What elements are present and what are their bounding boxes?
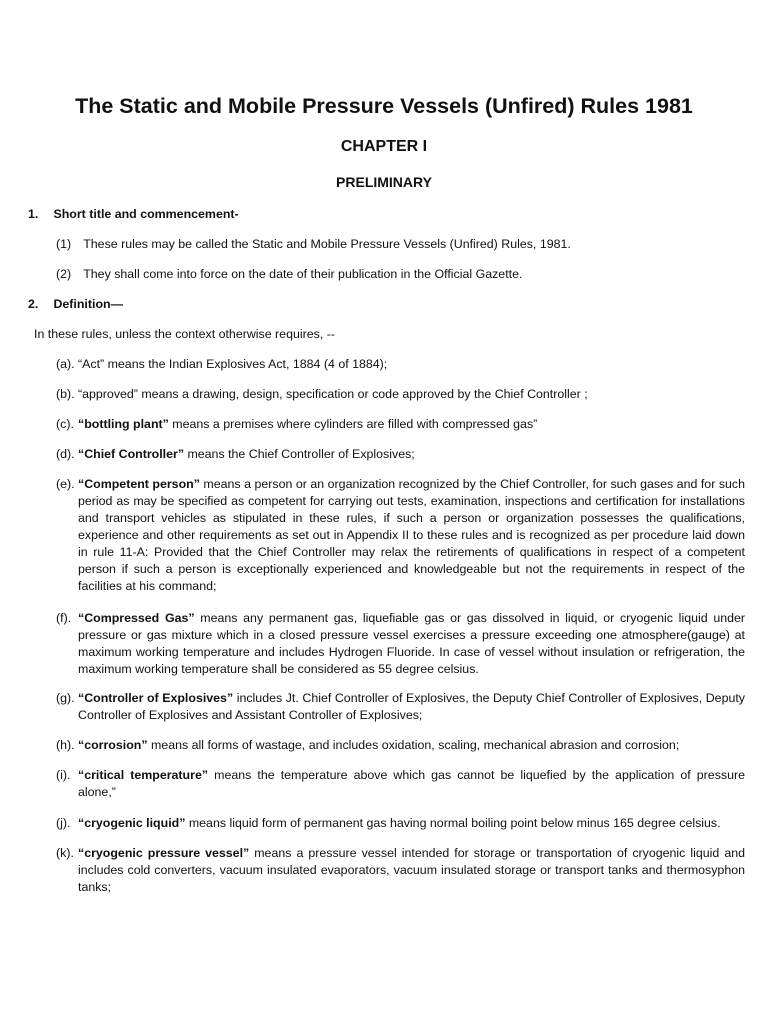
section-number: 2. — [28, 297, 39, 311]
definition-mark: (h). — [56, 738, 75, 752]
definition-text: means liquid form of permanent gas having normal boiling point below minus 165 degree celsius. — [185, 816, 721, 830]
definition-text: means a person or an organization recognized by the Chief Controller, for such gases and for such period as may be specified as competent for carrying out tests, examination, inspections and certification for installations and transport vehicles as stipulated in these rules, if such a person or organization possesses the qualifications, experience and other requirements as set out in Appendix II to these rules and is recognized as per procedure laid down in rule 11-A: Provided that the Chief Controller may relax the retirements of qualifications in respect of a competent person if such a person is exceptionally experienced and knowledgeable but not the requirements in respect of the facilities at his command; — [78, 477, 745, 593]
part-heading: PRELIMINARY — [336, 174, 432, 190]
definition-text: “Act” means the Indian Explosives Act, 1884 (4 of 1884); — [78, 357, 388, 371]
definition-mark: (i). — [56, 768, 71, 782]
definition-mark: (a). — [56, 357, 75, 371]
definition-text: means a premises where cylinders are filled with compressed gas” — [168, 417, 538, 431]
clause-2 — [56, 266, 746, 283]
definition-f — [56, 610, 745, 678]
definition-intro: In these rules, unless the context otherwise requires, -- — [34, 327, 335, 341]
definition-term: “Competent person” — [78, 477, 200, 491]
definition-k — [56, 845, 745, 896]
definition-mark: (f). — [56, 611, 72, 625]
definition-text: means a pressure vessel intended for storage or transportation of cryogenic liquid and includes cold converters, vacuum insulated evaporators, vacuum insulated storage or transport tanks and thermosyphon tanks; — [78, 846, 745, 894]
definition-mark: (g). — [56, 691, 75, 705]
definition-mark: (k). — [56, 846, 74, 860]
definition-e — [56, 476, 745, 595]
definition-text: includes Jt. Chief Controller of Explosives, the Deputy Chief Controller of Explosives, Deputy Controller of Explosives and Assistant Controller of Explosives; — [78, 691, 745, 722]
definition-mark: (e). — [56, 477, 75, 491]
definition-a — [56, 356, 745, 373]
clause-number: (2) — [56, 267, 72, 281]
section-2-heading — [28, 296, 123, 313]
definition-term: “Controller of Explosives” — [78, 691, 234, 705]
section-title: Definition— — [53, 297, 123, 311]
chapter-heading: CHAPTER I — [340, 138, 428, 155]
clause-text: They shall come into force on the date of their publication in the Official Gazette. — [83, 267, 523, 281]
definition-mark: (j). — [56, 816, 71, 830]
definition-text: means all forms of wastage, and includes oxidation, scaling, mechanical abrasion and corrosion; — [147, 738, 680, 752]
definition-mark: (b). — [56, 387, 75, 401]
definition-term: “corrosion” — [78, 738, 148, 752]
definition-text: means the Chief Controller of Explosives; — [184, 447, 415, 461]
definition-g — [56, 690, 745, 724]
definition-mark: (c). — [56, 417, 74, 431]
definition-mark: (d). — [56, 447, 75, 461]
clause-number: (1) — [56, 237, 72, 251]
clause-text: These rules may be called the Static and Mobile Pressure Vessels (Unfired) Rules, 1981. — [83, 237, 571, 251]
section-title: Short title and commencement- — [53, 207, 239, 221]
definition-text: means the temperature above which gas cannot be liquefied by the application of pressure alone,” — [78, 768, 745, 799]
document-title: The Static and Mobile Pressure Vessels (Unfired) Rules 1981 — [75, 94, 693, 118]
definition-text: means any permanent gas, liquefiable gas or gas dissolved in liquid, or cryogenic liquid under pressure or gas mixture which in a closed pressure vessel exercises a pressure exceeding one atmosphere(gauge) at maximum working temperature and includes Hydrogen Fluoride. In case of vessel without insulation or refrigeration, the maximum working temperature shall be considered as 55 degree celsius. — [78, 611, 746, 676]
section-1-heading — [28, 206, 239, 223]
definition-term: “cryogenic pressure vessel” — [78, 846, 250, 860]
definition-i — [56, 767, 745, 801]
section-number: 1. — [28, 207, 39, 221]
definition-term: “Compressed Gas” — [78, 611, 195, 625]
definition-d — [56, 446, 745, 463]
definition-j — [56, 815, 745, 832]
definition-term: “cryogenic liquid” — [78, 816, 186, 830]
clause-1 — [56, 236, 746, 253]
definition-term: “Chief Controller” — [78, 447, 185, 461]
definition-text: “approved” means a drawing, design, specification or code approved by the Chief Controller ; — [78, 387, 588, 401]
definition-c — [56, 416, 745, 433]
definition-h — [56, 737, 745, 754]
definition-b — [56, 386, 745, 403]
definition-term: “critical temperature” — [78, 768, 209, 782]
definition-term: “bottling plant” — [78, 417, 169, 431]
